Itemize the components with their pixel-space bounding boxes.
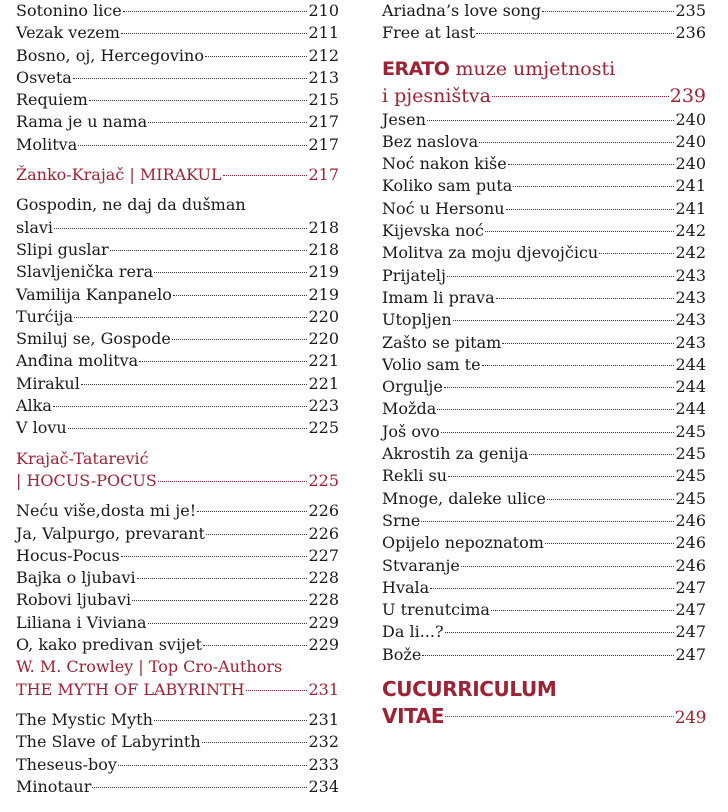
toc-entry [16, 417, 339, 439]
cv-subtitle: VITAE [382, 704, 445, 729]
page-number: 219 [308, 284, 339, 304]
dot-leader [68, 428, 308, 429]
toc-entry [16, 261, 339, 283]
entry-title: Kijevska noć [382, 221, 484, 241]
toc-entry [382, 577, 706, 599]
toc-entry [16, 373, 339, 395]
page-number: 231 [308, 679, 339, 699]
page-number: 241 [675, 198, 706, 218]
toc-entry [16, 395, 339, 417]
page-number: 243 [675, 265, 706, 285]
toc-entry [16, 709, 339, 731]
section-gap [16, 440, 339, 448]
dot-leader [496, 298, 675, 299]
toc-entry [16, 0, 339, 22]
page-number: 245 [675, 421, 706, 441]
toc-right-column [382, 0, 706, 730]
dot-leader [485, 231, 674, 232]
toc-entry [16, 239, 339, 261]
dot-leader [73, 78, 308, 79]
page-number: 231 [308, 709, 339, 729]
page-number: 249 [674, 708, 706, 729]
entry-title: Još ovo [382, 421, 440, 441]
toc-entry [16, 89, 339, 111]
dot-leader [479, 142, 674, 143]
page-number: 243 [675, 310, 706, 330]
entry-title: Rekli su [382, 466, 448, 486]
dot-leader [444, 387, 675, 388]
dot-leader [437, 409, 674, 410]
entry-title: Alka [16, 396, 52, 416]
entry-title: Theseus-boy [16, 754, 117, 774]
entry-title: Rama je u nama [16, 112, 148, 132]
toc-entry [16, 284, 339, 306]
toc-entry [382, 0, 706, 22]
dot-leader [197, 511, 307, 512]
page-number: 217 [308, 165, 339, 185]
toc-entry [16, 776, 339, 798]
toc-entry [16, 567, 339, 589]
erato-section-header-row [382, 83, 706, 109]
entry-title: U trenutcima [382, 600, 490, 620]
entry-title: Ariadna’s love song [382, 1, 542, 20]
dot-leader [154, 272, 307, 273]
dot-leader [461, 566, 675, 567]
entry-title: Mirakul [16, 373, 80, 393]
toc-section-header [16, 164, 339, 186]
page-number: 226 [308, 501, 339, 521]
entry-title: Bez naslova [382, 131, 479, 151]
page-number: 220 [308, 329, 339, 349]
dot-leader [53, 406, 308, 407]
erato-section-title [382, 55, 706, 83]
toc-entry [382, 443, 706, 465]
dot-leader [422, 655, 674, 656]
dot-leader [445, 632, 675, 633]
page-number: 229 [308, 612, 339, 632]
dot-leader [482, 365, 675, 366]
entry-title: Free at last [382, 23, 476, 43]
page-number: 219 [308, 262, 339, 282]
page-number: 225 [308, 418, 339, 438]
page-number: 236 [675, 23, 706, 43]
entry-title: Da li...? [382, 622, 444, 642]
toc-section-header [16, 679, 339, 701]
dot-leader [137, 578, 308, 579]
page-number: 218 [308, 239, 339, 259]
section-title: | HOCUS-POCUS [16, 470, 157, 490]
entry-title: Neću više,dosta mi je! [16, 501, 197, 521]
entry-title: Opijelo nepoznatom [382, 533, 544, 553]
entry-title: The Mystic Myth [16, 709, 153, 729]
dot-leader [599, 253, 674, 254]
entry-title: Noć u Hersonu [382, 198, 505, 218]
toc-section-header [16, 470, 339, 492]
toc-entry [16, 67, 339, 89]
entry-title: Hocus-Pocus [16, 545, 120, 565]
toc-left-column [16, 0, 339, 798]
toc-entry [382, 621, 706, 643]
dot-leader [158, 481, 308, 482]
dot-leader [203, 645, 308, 646]
entry-title: Turćija [16, 306, 74, 326]
page-number: 223 [308, 396, 339, 416]
entry-title: Srne [382, 510, 421, 530]
entry-title-line: Gospodin, ne daj da dušman [16, 195, 246, 215]
dot-leader [453, 320, 675, 321]
dot-leader [441, 432, 675, 433]
dot-leader [542, 11, 674, 12]
section-gap [16, 701, 339, 709]
toc-entry [382, 599, 706, 621]
entry-title: Molitva [16, 134, 78, 154]
toc-entry [16, 217, 339, 239]
dot-leader [173, 295, 308, 296]
page-number: 234 [308, 776, 339, 796]
toc-entry [382, 153, 706, 175]
entry-title: Volio sam te [382, 354, 481, 374]
page-number: 233 [308, 754, 339, 774]
entry-title: Utopljen [382, 310, 452, 330]
dot-leader [545, 543, 675, 544]
toc-entry [382, 242, 706, 264]
page-number: 217 [308, 134, 339, 154]
entry-title: Koliko sam puta [382, 176, 513, 196]
entry-title: Anđina molitva [16, 351, 139, 371]
toc-entry [382, 354, 706, 376]
dot-leader [491, 610, 675, 611]
page-number: 245 [675, 466, 706, 486]
entry-title: Akrostih za genija [382, 444, 529, 464]
page-number: 246 [675, 510, 706, 530]
page-number: 240 [675, 154, 706, 174]
toc-entry [16, 634, 339, 656]
entry-title: Mnoge, daleke ulice [382, 488, 546, 508]
entry-title: Vamilija Kanpanelo [16, 284, 172, 304]
toc-entry [382, 532, 706, 554]
page-number: 235 [675, 1, 706, 20]
toc-entry [382, 488, 706, 510]
dot-leader [172, 339, 308, 340]
entry-title: Možda [382, 399, 437, 419]
toc-entry [382, 287, 706, 309]
toc-entry [382, 332, 706, 354]
dot-leader [223, 175, 308, 176]
entry-title: Slipi guslar [16, 239, 109, 259]
entry-title: Imam li prava [382, 287, 495, 307]
dot-leader [148, 122, 307, 123]
section-gap [382, 666, 706, 676]
dot-leader [205, 56, 308, 57]
dot-leader [118, 765, 307, 766]
page-number: 247 [675, 644, 706, 664]
page-number: 227 [308, 545, 339, 565]
cv-section-header-row [382, 703, 706, 730]
page-number: 244 [675, 377, 706, 397]
dot-leader [246, 690, 308, 691]
toc-right-top-entries [382, 0, 706, 45]
entry-title: Bajka o ljubavi [16, 568, 136, 588]
entry-title: Hvala [382, 577, 430, 597]
entry-title: Minotaur [16, 776, 92, 796]
entry-title: Bosno, oj, Hercegovino [16, 45, 204, 65]
page-number: 228 [308, 590, 339, 610]
entry-title: Smiluj se, Gospode [16, 329, 171, 349]
dot-leader [502, 343, 674, 344]
entry-title: O, kako predivan svijet [16, 635, 202, 655]
dot-leader [445, 716, 674, 717]
entry-title: Slavljenička rera [16, 262, 154, 282]
toc-entry [16, 22, 339, 44]
page-number: 210 [308, 1, 339, 20]
section-title: THE MYTH OF LABYRINTH [16, 679, 245, 699]
toc-entry [382, 510, 706, 532]
page-number: 246 [675, 533, 706, 553]
entry-title: Orgulje [382, 377, 443, 397]
page-number: 246 [675, 555, 706, 575]
page-number: 217 [308, 112, 339, 132]
page-number: 221 [308, 373, 339, 393]
entry-title: Ja, Valpurgo, prevarant [16, 523, 205, 543]
section-gap [16, 186, 339, 194]
page-number: 247 [675, 600, 706, 620]
toc-entry [16, 45, 339, 67]
page-number: 232 [308, 732, 339, 752]
toc-entry [382, 220, 706, 242]
erato-title-rest: muze umjetnosti [449, 57, 616, 80]
toc-entry [382, 198, 706, 220]
page-number: 215 [308, 90, 339, 110]
entry-title: Molitva za moju djevojčicu [382, 243, 599, 263]
toc-entry [382, 398, 706, 420]
dot-leader [492, 96, 669, 97]
dot-leader [92, 787, 307, 788]
page-number: 243 [675, 287, 706, 307]
dot-leader [121, 33, 308, 34]
page-number: 240 [675, 131, 706, 151]
toc-entry [382, 644, 706, 666]
page-number: 243 [675, 332, 706, 352]
entry-title: Sotonino lice [16, 1, 122, 20]
erato-title-bold: ERATO [382, 57, 450, 80]
entry-title: Zašto se pitam [382, 332, 502, 352]
entry-title: V lovu [16, 418, 67, 438]
toc-entry [382, 131, 706, 153]
dot-leader [513, 186, 674, 187]
toc-entry [382, 109, 706, 131]
entry-title: The Slave of Labyrinth [16, 732, 201, 752]
entry-title: Prijatelj [382, 265, 447, 285]
page-number: 221 [308, 351, 339, 371]
entry-title: slavi [16, 217, 54, 237]
page-number: 245 [675, 488, 706, 508]
toc-entry [382, 22, 706, 44]
page-number: 247 [675, 622, 706, 642]
section-title-line: W. M. Crowley | Top Cro-Authors [16, 657, 283, 677]
entry-title: Robovi ljubavi [16, 590, 132, 610]
dot-leader [154, 720, 308, 721]
entry-title: Stvaranje [382, 555, 460, 575]
dot-leader [547, 499, 675, 500]
dot-leader [123, 11, 308, 12]
page-number: 242 [675, 243, 706, 263]
toc-entry [16, 589, 339, 611]
dot-leader [148, 623, 308, 624]
page-number: 239 [669, 84, 706, 107]
toc-entry [16, 500, 339, 522]
dot-leader [110, 250, 308, 251]
toc-entry [16, 350, 339, 372]
section-gap [16, 156, 339, 164]
page-number: 213 [308, 67, 339, 87]
page-number: 244 [675, 399, 706, 419]
page-number: 211 [308, 23, 339, 43]
toc-entry [16, 612, 339, 634]
page-number: 240 [675, 109, 706, 129]
entry-title: Bože [382, 644, 422, 664]
dot-leader [139, 361, 307, 362]
section-gap [382, 45, 706, 55]
page-number: 225 [308, 470, 339, 490]
page-number: 241 [675, 176, 706, 196]
toc-erato-entries [382, 109, 706, 666]
entry-title: Liliana i Viviana [16, 612, 147, 632]
entry-title: Jesen [382, 109, 426, 129]
dot-leader [54, 228, 307, 229]
page-number: 242 [675, 221, 706, 241]
toc-entry [16, 523, 339, 545]
dot-leader [476, 33, 674, 34]
erato-subtitle: i pjesništva [382, 84, 491, 107]
toc-entry [16, 111, 339, 133]
dot-leader [74, 317, 307, 318]
dot-leader [421, 521, 674, 522]
toc-entry [382, 376, 706, 398]
dot-leader [132, 600, 307, 601]
page-number: 226 [308, 523, 339, 543]
page-number: 212 [308, 45, 339, 65]
toc-entry [382, 421, 706, 443]
dot-leader [427, 120, 675, 121]
page-number: 229 [308, 635, 339, 655]
page-number: 220 [308, 306, 339, 326]
toc-entry [382, 465, 706, 487]
dot-leader [202, 742, 308, 743]
toc-entry [382, 265, 706, 287]
entry-title: Osveta [16, 67, 72, 87]
entry-title: Requiem [16, 90, 88, 110]
page-number: 245 [675, 444, 706, 464]
toc-entry [16, 134, 339, 156]
toc-entry [16, 545, 339, 567]
dot-leader [430, 588, 674, 589]
dot-leader [89, 100, 308, 101]
toc-entry [16, 328, 339, 350]
page-number: 247 [675, 577, 706, 597]
section-gap [16, 492, 339, 500]
entry-title: Vezak vezem [16, 23, 120, 43]
toc-entry [382, 555, 706, 577]
dot-leader [447, 276, 674, 277]
entry-title: Noć nakon kiše [382, 154, 507, 174]
cv-section-title: CUCURRICULUM [382, 677, 557, 702]
dot-leader [81, 384, 308, 385]
toc-entry [382, 309, 706, 331]
toc-entry [16, 731, 339, 753]
dot-leader [78, 145, 307, 146]
dot-leader [508, 164, 675, 165]
dot-leader [506, 209, 675, 210]
toc-entry [16, 754, 339, 776]
toc-entry [16, 306, 339, 328]
page-number: 228 [308, 568, 339, 588]
section-title-line: Krajač-Tatarević [16, 448, 149, 468]
page-number: 218 [308, 217, 339, 237]
dot-leader [121, 556, 308, 557]
section-title: Žanko-Krajač | MIRAKUL [16, 165, 222, 185]
toc-entry [382, 175, 706, 197]
page-number: 244 [675, 354, 706, 374]
dot-leader [529, 454, 674, 455]
dot-leader [206, 534, 307, 535]
dot-leader [448, 476, 674, 477]
